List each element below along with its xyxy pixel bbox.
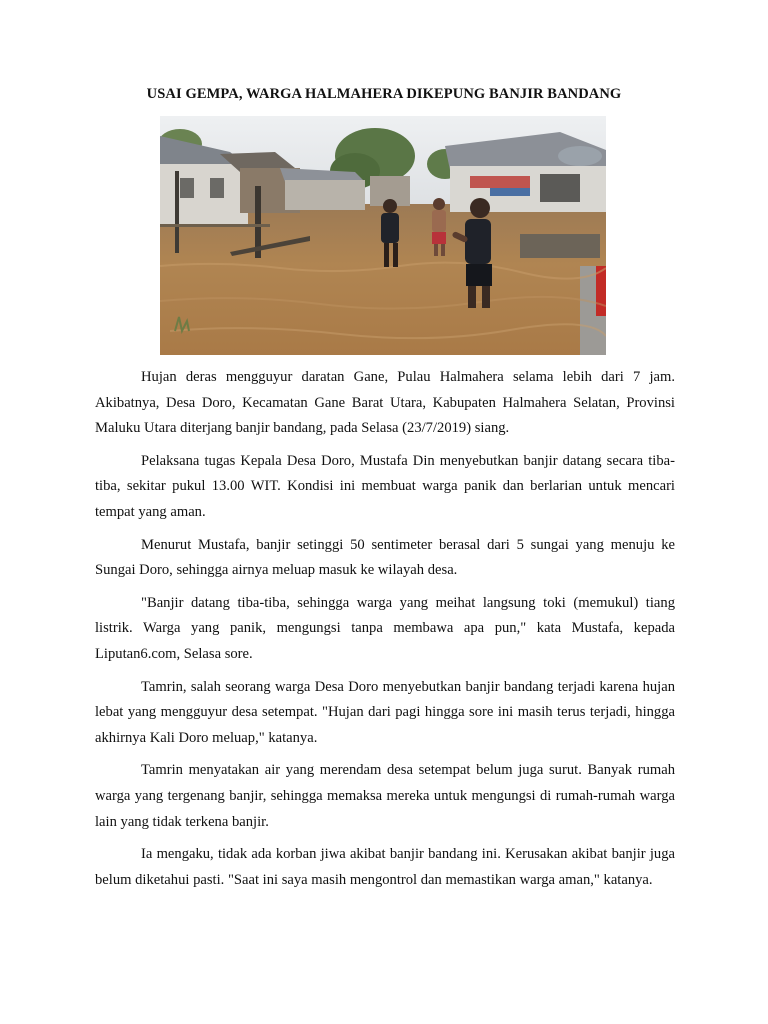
- article-body: [95, 365, 675, 900]
- paragraph: Ia mengaku, tidak ada korban jiwa akibat banjir bandang ini. Kerusakan akibat banjir juga belum diketahui pasti. "Saat ini saya masih mengontrol dan memastikan warga aman," katanya.: [95, 846, 675, 888]
- paragraph: Hujan deras mengguyur daratan Gane, Pulau Halmahera selama lebih dari 7 jam. Akibatnya, Desa Doro, Kecamatan Gane Barat Utara, Kabupaten Halmahera Selatan, Provinsi Maluku Utara diterjang banjir bandang, pada Selasa (23/7/2019) siang.: [95, 369, 675, 437]
- paragraph: Menurut Mustafa, banjir setinggi 50 sentimeter berasal dari 5 sungai yang menuju ke Sungai Doro, sehingga airnya meluap masuk ke wilayah desa.: [95, 536, 675, 579]
- article-title: USAI GEMPA, WARGA HALMAHERA DIKEPUNG BANJIR BANDANG: [146, 86, 622, 102]
- paragraph: Tamrin, salah seorang warga Desa Doro menyebutkan banjir bandang terjadi karena hujan lebat yang mengguyur desa setempat. "Hujan dari pagi hingga sore ini masih terus terjadi, hingga akhirnya Kali Doro meluap," katanya.: [95, 678, 675, 746]
- paragraph: Tamrin menyatakan air yang merendam desa setempat belum juga surut. Banyak rumah warga yang tergenang banjir, sehingga memaksa mereka untuk mengungsi di rumah-rumah warga lain yang tidak terkena banjir.: [95, 762, 675, 830]
- paragraph: Pelaksana tugas Kepala Desa Doro, Mustafa Din menyebutkan banjir datang secara tiba-tiba, sekitar pukul 13.00 WIT. Kondisi ini membuat warga panik dan berlarian untuk mencari tempat yang aman.: [95, 452, 675, 520]
- flood-village-photo: [160, 116, 606, 355]
- paragraph: "Banjir datang tiba-tiba, sehingga warga yang meihat langsung toki (memukul) tiang listrik. Warga yang panik, mengungsi tanpa membawa apa pun," kata Mustafa, kepada Liputan6.com, Selasa sore.: [95, 594, 675, 662]
